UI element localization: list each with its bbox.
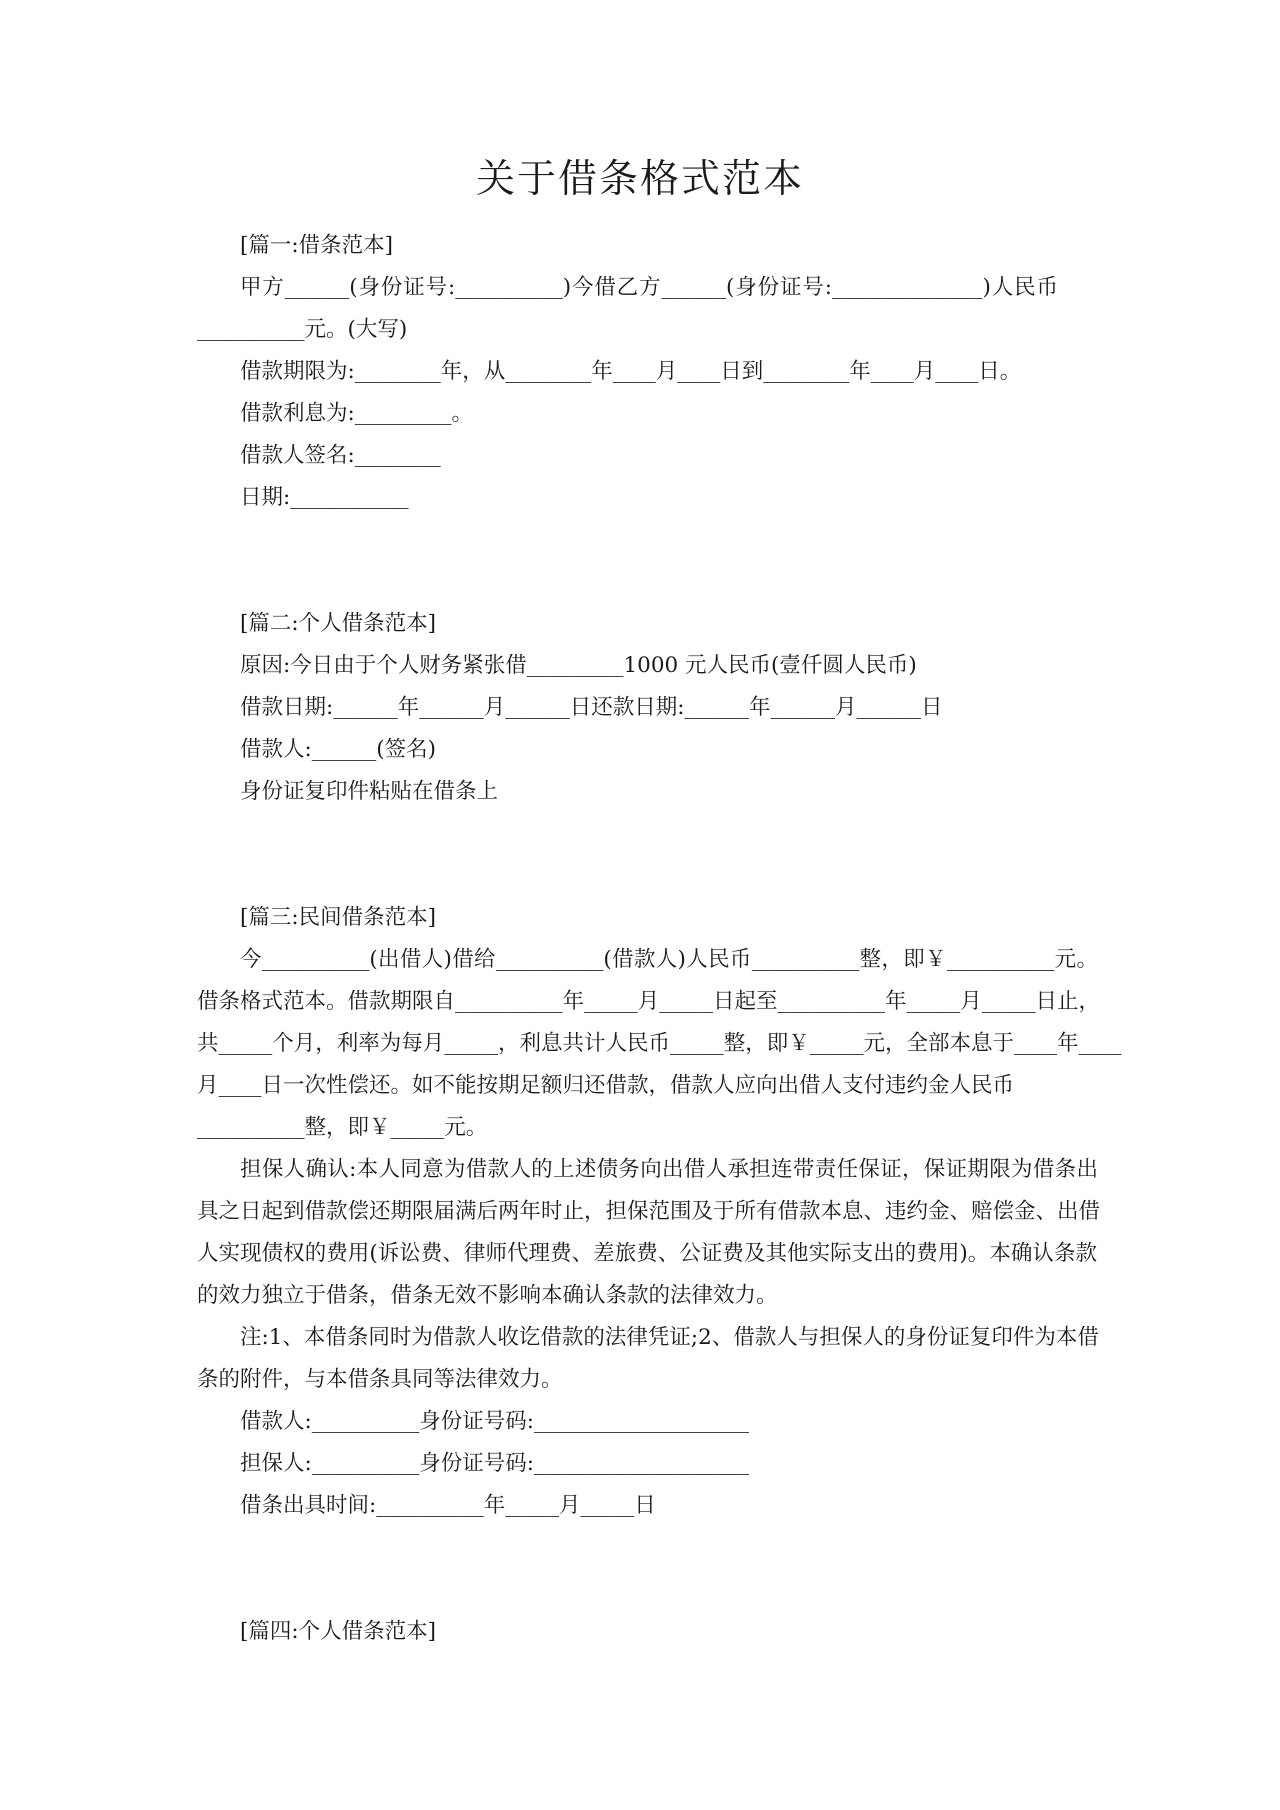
section-3-line: __________整，即￥_____元。: [197, 1115, 488, 1140]
section-1-line: 借款利息为:_________。: [240, 401, 473, 426]
section-1-line: 借款人签名:________: [240, 443, 441, 468]
section-3-line: 共_____个月，利率为每月_____，利息共计人民币_____整，即￥_____元，全部本息于____年____: [197, 1031, 1122, 1056]
document-title: 关于借条格式范本: [475, 157, 804, 202]
section-3-line: 具之日起到借款偿还期限届满后两年时止，担保范围及于所有借款本息、违约金、赔偿金、出借: [197, 1199, 1101, 1224]
section-1-heading: [篇一:借条范本]: [240, 233, 394, 258]
section-1-line: __________元。(大写): [197, 317, 408, 342]
section-3-line: 担保人:__________身份证号码:____________________: [240, 1451, 749, 1476]
section-3-line: 借条出具时间:__________年_____月_____日: [240, 1493, 656, 1518]
section-3-line: 条的附件，与本借条具同等法律效力。: [197, 1367, 563, 1392]
section-1-line: 借款期限为:________年，从________年____月____日到________年____月____日。: [240, 359, 1022, 384]
section-3-line: 今__________(出借人)借给__________(借款人)人民币__________整，即￥__________元。: [240, 947, 1098, 972]
section-2-line: 借款人:______(签名): [240, 737, 437, 762]
section-3-line: 人实现债权的费用(诉讼费、律师代理费、差旅费、公证费及其他实际支出的费用)。本确认条款: [197, 1241, 1097, 1266]
section-3-line: 借款人:__________身份证号码:____________________: [240, 1409, 749, 1434]
section-4-heading: [篇四:个人借条范本]: [240, 1619, 437, 1644]
section-1-line: 日期:___________: [240, 485, 409, 510]
section-2-line: 身份证复印件粘贴在借条上: [240, 779, 499, 804]
section-3-line: 担保人确认:本人同意为借款人的上述债务向出借人承担连带责任保证，保证期限为借条出: [240, 1157, 1098, 1182]
section-2-heading: [篇二:个人借条范本]: [240, 611, 437, 636]
section-3-line: 的效力独立于借条，借条无效不影响本确认条款的法律效力。: [197, 1283, 778, 1308]
section-3-heading: [篇三:民间借条范本]: [240, 905, 437, 930]
section-2-line: 借款日期:______年______月______日还款日期:______年______月______日: [240, 695, 943, 720]
section-3-line: 借条格式范本。借款期限自__________年_____月_____日起至__________年_____月_____日止，: [197, 989, 1101, 1014]
section-3-line: 注:1、本借条同时为借款人收讫借款的法律凭证;2、借款人与担保人的身份证复印件为本借: [240, 1325, 1099, 1350]
section-3-line: 月____日一次性偿还。如不能按期足额归还借款，借款人应向出借人支付违约金人民币: [197, 1073, 1015, 1098]
section-2-line: 原因:今日由于个人财务紧张借_________1000 元人民币(壹仟圆人民币): [240, 653, 917, 678]
section-1-line: 甲方______(身份证号:__________)今借乙方______(身份证号:______________)人民币: [240, 275, 1058, 300]
